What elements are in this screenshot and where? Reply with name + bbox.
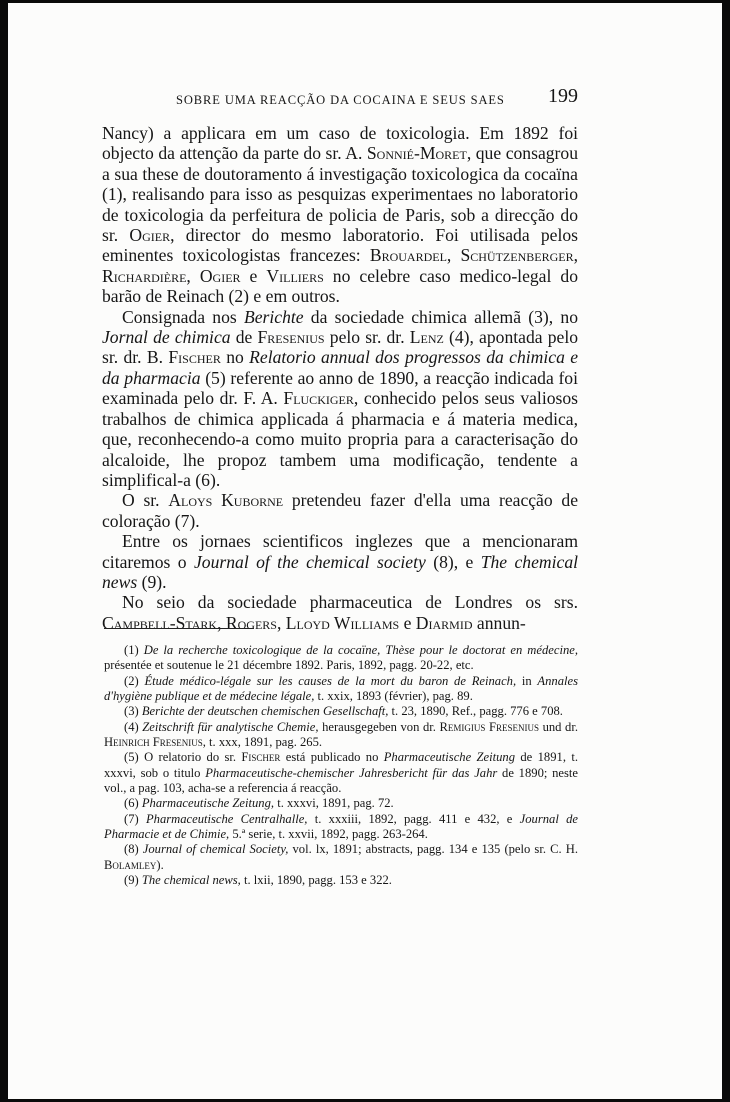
author-name: Campbell-Stark, Rogers, Lloyd Williams	[102, 612, 400, 633]
author-name: Ogier	[129, 225, 171, 246]
footnote-number: (7)	[124, 811, 146, 826]
text-run: está publicado no	[280, 750, 384, 765]
text-run: de	[230, 327, 258, 348]
footnote-3	[104, 704, 578, 719]
title-italic: Annales d'hygiène publique et de médecine légale,	[104, 673, 578, 704]
footnote-number: (9)	[124, 873, 142, 888]
text-run: t. lxii, 1890, pagg. 153 e 322.	[240, 873, 392, 888]
author-name: Fresenius	[257, 327, 325, 348]
author-name: Lenz	[409, 327, 444, 348]
author-name: Villiers	[266, 265, 324, 286]
text-run: O relatorio do sr.	[144, 750, 242, 765]
text-run: t. xxix, 1893 (février), pag. 89.	[314, 689, 473, 704]
author-name: Brouardel, Schützenberger, Richardière, Ogier	[102, 245, 578, 286]
text-run: no	[220, 347, 250, 368]
title-italic: Jornal de chimica	[102, 327, 231, 348]
paragraph-2	[102, 307, 578, 491]
footnote-2	[104, 674, 578, 705]
paragraph-3	[102, 490, 578, 531]
title-italic: Relatorio annual dos progressos da chimica e da pharmacia	[102, 347, 579, 388]
text-run: t. xxxiii, 1892, pagg. 411 e 432, e	[307, 811, 520, 826]
text-run: , t. xxx, 1891, pag. 265.	[202, 735, 323, 750]
author-name: Diarmid	[415, 612, 473, 633]
footnote-number: (3)	[124, 704, 142, 719]
text-run: de 1890; neste vol., a pag. 103, acha-se a referencia á reacção.	[104, 765, 578, 796]
footnote-5	[104, 750, 578, 796]
author-name: Bolamley	[104, 857, 157, 872]
title-italic: The chemical news	[102, 551, 579, 592]
text-run: 5.ª serie, t. xxvii, 1892, pagg. 263-264.	[229, 827, 428, 842]
text-run: (4), apontada pelo sr. dr. B.	[102, 327, 579, 368]
title-italic: Étude médico-légale sur les causes de la mort du baron de Reinach,	[144, 673, 517, 688]
title-italic: Zeitschrift für analytische Chemie,	[142, 719, 319, 734]
footnote-number: (8)	[124, 842, 143, 857]
text-run: (8), e	[425, 551, 481, 572]
text-run: ).	[156, 857, 164, 872]
author-name: Fischer	[168, 347, 221, 368]
text-run: (9).	[137, 571, 167, 592]
footnote-number: (6)	[124, 796, 142, 811]
text-run: Consignada nos	[122, 306, 244, 327]
title-italic: Pharmaceutische Zeitung,	[141, 796, 275, 811]
text-run: O sr.	[122, 490, 169, 511]
title-italic: Journal of chemical Society,	[142, 842, 289, 857]
title-italic: Journal of the chemical society	[193, 551, 426, 572]
text-run: (5) referente ao anno de 1890, a reacção indicada foi examinada pelo dr. F. A.	[102, 367, 578, 409]
footnote-9	[104, 873, 578, 888]
footnote-number: (2)	[124, 673, 145, 688]
footnote-rule	[104, 628, 254, 629]
text-run: da sociedade chimica allemã (3), no	[303, 306, 579, 327]
footnotes	[104, 643, 578, 889]
text-run: annun-	[472, 612, 526, 633]
footnote-number: (5)	[124, 750, 145, 765]
text-run: vol. lx, 1891; abstracts, pagg. 134 e 135 (pelo sr. C. H.	[288, 842, 578, 857]
paragraph-4	[102, 531, 578, 592]
author-name: Remigius Fresenius	[439, 719, 539, 734]
main-text	[102, 123, 578, 633]
text-run: t. xxxvi, 1891, pag. 72.	[274, 796, 394, 811]
title-italic: Pharmaceutische Centralhalle,	[145, 811, 308, 826]
text-run: de 1891, t. xxxvi, sob o titulo	[104, 750, 578, 780]
text-run: , que consagrou a sua these de doutoramento á investigação toxicologica da cocaïna (1), realisando para isso as pesquizas experimentaes no laboratorio de toxicologia da perfeitura de policia de Paris, sob a direcção do sr.	[102, 143, 578, 246]
author-name: Sonnié-Moret	[366, 143, 467, 164]
text-run: No seio da sociedade pharmaceutica de Londres os srs.	[122, 592, 578, 613]
author-name: Fischer	[241, 750, 281, 765]
text-run: , conhecido pelos seus valiosos trabalhos de chimica applicada á pharmacia e á materia medica, que, reconhecendo-a como muito propria para a caracterisação do alcaloide, lhe propoz tambem uma modificação, tendente a simplifical-a (6).	[102, 388, 578, 490]
text-run: und dr.	[538, 719, 578, 734]
text-run: t. 23, 1890, Ref., pagg. 776 e 708.	[388, 704, 563, 719]
footnote-6	[104, 796, 578, 811]
author-name: Aloys Kuborne	[168, 490, 284, 511]
footnote-number: (1)	[124, 643, 144, 657]
text-run: présentée et soutenue le 21 décembre 1892. Paris, 1892, pagg. 20-22, etc.	[104, 658, 474, 673]
footnote-7	[104, 812, 578, 843]
text-run: pelo sr. dr.	[324, 327, 410, 348]
text-run: in	[516, 673, 538, 688]
text-run: , director do mesmo laboratorio. Foi utilisada pelos eminentes toxicologistas francezes:	[102, 225, 578, 266]
title-italic: Berichte	[243, 306, 304, 327]
title-italic: Berichte der deutschen chemischen Gesellschaft,	[141, 704, 389, 719]
footnote-number: (4)	[124, 719, 143, 734]
title-italic: The chemical news,	[141, 873, 241, 888]
text-run: e	[240, 265, 267, 286]
title-italic: Pharmaceutische-chemischer Jahresbericht für das Jahr	[205, 765, 498, 780]
page-number: 199	[548, 85, 578, 107]
text-run: Nancy) a applicara em um caso de toxicologia. Em 1892 foi objecto da attenção da parte do sr. A.	[102, 123, 578, 164]
title-italic: De la recherche toxicologique de la cocaïne, Thèse pour le doctorat en médecine,	[143, 643, 578, 657]
paragraph-1	[102, 123, 578, 307]
text-run: pretendeu fazer d'ella uma reacção de coloração (7).	[102, 490, 579, 531]
page-header	[102, 85, 578, 115]
author-name: Fluckiger	[283, 388, 354, 409]
footnote-4	[104, 720, 578, 751]
text-run: herausgegeben von dr.	[318, 719, 440, 734]
footnote-8	[104, 842, 578, 873]
text-run: e	[399, 612, 416, 633]
title-italic: Journal de Pharmacie et de Chimie,	[104, 811, 578, 842]
text-run: Entre os jornaes scientificos inglezes que a mencionaram citaremos o	[102, 531, 578, 572]
footnote-1	[104, 643, 578, 674]
text-run: no celebre caso medico-legal do barão de Reinach (2) e em outros.	[102, 265, 578, 307]
title-italic: Pharmaceutische Zeitung	[383, 750, 516, 765]
running-head: SOBRE UMA REACÇÃO DA COCAINA E SEUS SAES	[176, 93, 505, 107]
author-name: Heinrich Fresenius	[104, 735, 203, 750]
